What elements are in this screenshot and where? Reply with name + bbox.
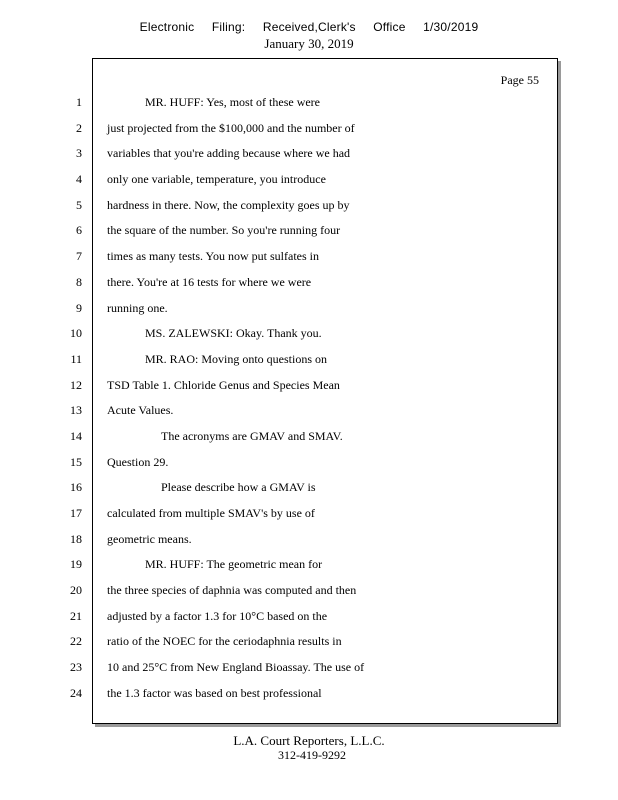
filing-stamp-word: Received,Clerk's <box>262 20 356 34</box>
transcript-line: calculated from multiple SMAV's by use of <box>107 506 315 520</box>
transcript-line: there. You're at 16 tests for where we were <box>107 274 312 289</box>
transcript-line: times as many tests. You now put sulfates in <box>107 249 319 264</box>
line-number: 24 <box>70 685 82 700</box>
line-number: 20 <box>70 583 82 598</box>
filing-stamp-word: 1/30/2019 <box>423 20 479 34</box>
transcript-line: only one variable, temperature, you introduce <box>107 172 326 187</box>
filing-stamp-word: Office <box>373 20 406 34</box>
transcript-line: geometric means. <box>107 531 192 546</box>
line-number: 12 <box>70 377 82 392</box>
page-number: Page 55 <box>500 73 539 87</box>
filing-stamp-word: Electronic <box>139 20 195 34</box>
footer-company: L.A. Court Reporters, L.L.C. <box>233 733 385 748</box>
transcript-line: the square of the number. So you're running four <box>107 223 341 238</box>
line-number: 18 <box>70 531 82 546</box>
line-number: 5 <box>76 197 82 212</box>
line-number: 6 <box>76 223 82 238</box>
line-number: 8 <box>76 274 82 289</box>
line-number: 7 <box>76 249 82 264</box>
transcript-line: MR. HUFF: The geometric mean for <box>145 557 323 572</box>
transcript-line: the three species of daphnia was computed and then <box>107 583 357 598</box>
transcript-line: ratio of the NOEC for the ceriodaphnia results in <box>107 634 342 649</box>
transcript-line: MS. ZALEWSKI: Okay. Thank you. <box>145 326 322 341</box>
line-number: 4 <box>76 172 82 187</box>
transcript-line: variables that you're adding because where we had <box>107 146 351 161</box>
transcript-line: the 1.3 factor was based on best professional <box>107 685 322 700</box>
line-number: 14 <box>70 428 82 443</box>
transcript-line: just projected from the $100,000 and the number of <box>107 120 355 135</box>
transcript-line: MR. HUFF: Yes, most of these were <box>145 95 321 109</box>
line-number: 23 <box>70 660 82 675</box>
line-number: 21 <box>70 608 82 623</box>
header-date: January 30, 2019 <box>264 36 354 51</box>
filing-stamp-word: Filing: <box>211 20 246 34</box>
transcript-line: Please describe how a GMAV is <box>161 480 316 495</box>
line-number-column <box>40 92 82 709</box>
filing-stamp <box>0 20 618 34</box>
transcript-line: TSD Table 1. Chloride Genus and Species Mean <box>107 377 340 392</box>
transcript-line: Acute Values. <box>107 403 174 418</box>
line-number: 16 <box>70 480 82 495</box>
transcript-line: adjusted by a factor 1.3 for 10°C based on the <box>107 608 328 623</box>
transcript-line: Question 29. <box>107 454 169 469</box>
line-number: 19 <box>70 557 82 572</box>
transcript-line: hardness in there. Now, the complexity goes up by <box>107 197 350 212</box>
transcript-line: MR. RAO: Moving onto questions on <box>145 351 328 366</box>
line-number: 9 <box>76 300 82 315</box>
line-number: 15 <box>70 454 82 469</box>
line-number: 3 <box>76 146 82 161</box>
line-number: 13 <box>70 403 82 418</box>
line-number: 2 <box>76 120 82 135</box>
line-number: 22 <box>70 634 82 649</box>
line-number: 11 <box>70 351 82 366</box>
transcript-line: The acronyms are GMAV and SMAV. <box>161 428 343 443</box>
transcript-text-column <box>107 92 547 709</box>
footer-phone: 312-419-9292 <box>278 748 346 762</box>
line-number: 10 <box>70 326 82 341</box>
line-number: 1 <box>76 95 82 109</box>
transcript-line: running one. <box>107 300 168 315</box>
transcript-line: 10 and 25°C from New England Bioassay. The use of <box>107 660 365 675</box>
line-number: 17 <box>70 506 82 520</box>
